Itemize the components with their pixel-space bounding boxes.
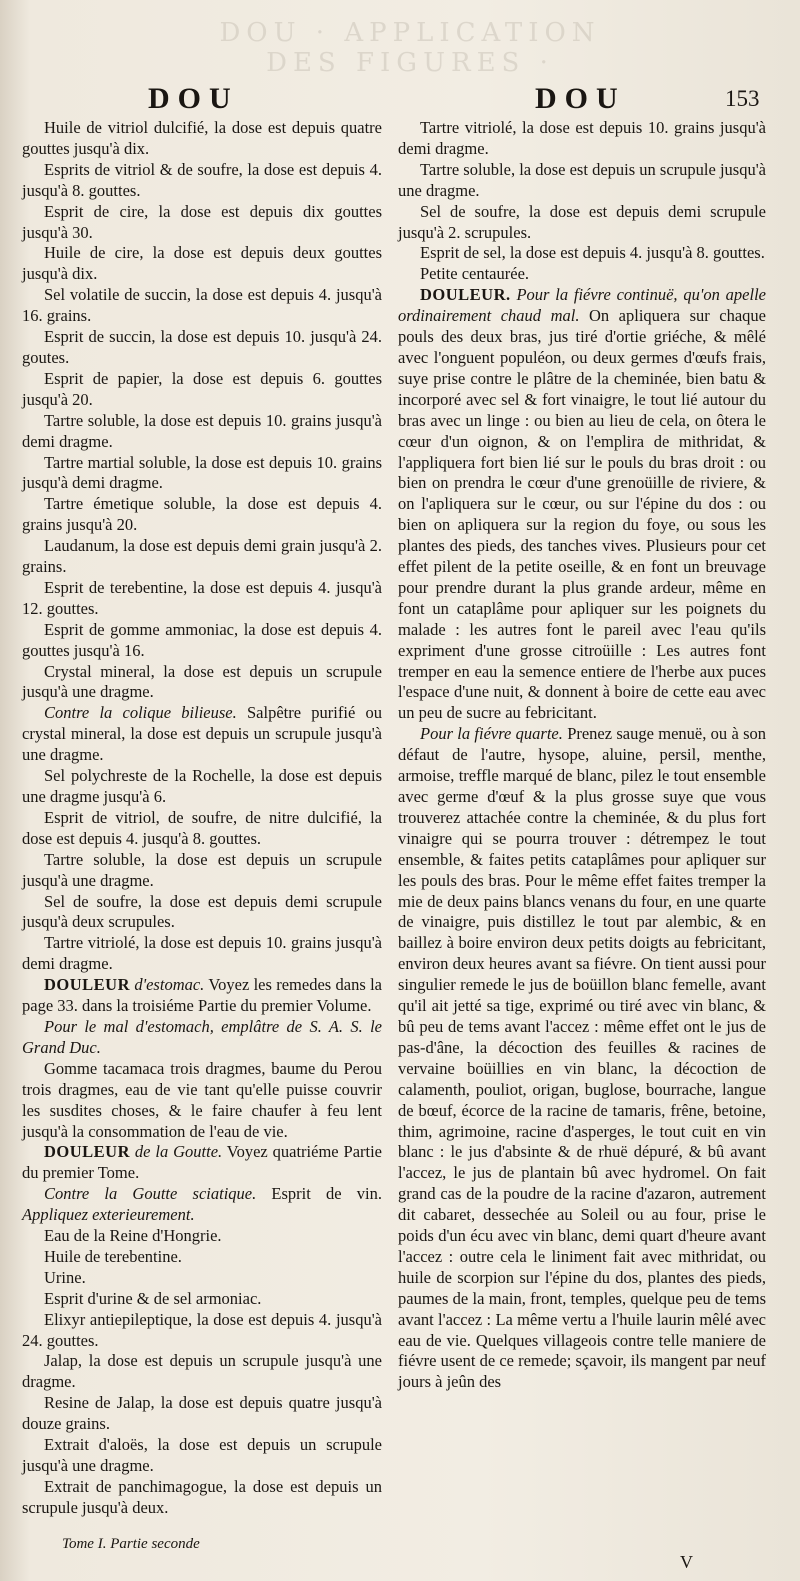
paragraph-lead: Pour le mal d'estomach, emplâtre de S. A. S. le Grand Duc.: [22, 1016, 382, 1057]
paragraph-text: Tartre vitriolé, la dose est depuis 10. grains jusqu'à demi dragme.: [398, 118, 766, 158]
paragraph-lead2: de la Goutte.: [130, 1142, 223, 1162]
paragraph-tail: Appliquez exterieurement.: [22, 1205, 195, 1225]
paragraph-text: Tartre martial soluble, la dose est depuis 10. grains jusqu'à demi dragme.: [22, 452, 382, 493]
paragraph: [22, 620, 382, 662]
paragraph: [398, 118, 766, 160]
paragraph-text: Esprits de vitriol & de soufre, la dose est depuis 4. jusqu'à 8. gouttes.: [22, 159, 382, 200]
paragraph-text: Sel volatile de succin, la dose est depuis 4. jusqu'à 16. grains.: [22, 285, 382, 326]
paragraph: [22, 1393, 382, 1435]
paragraph-text: Voyez les remedes dans la page 33. dans la troisiéme Partie du premier Volume.: [22, 975, 382, 1016]
paragraph-text: Urine.: [44, 1267, 86, 1287]
paragraph: [22, 1184, 382, 1226]
paragraph: [22, 494, 382, 536]
paragraph-text: Voyez quatriéme Partie du premier Tome.: [22, 1142, 382, 1183]
paragraph-text: Tartre vitriolé, la dose est depuis 10. grains jusqu'à demi dragme.: [22, 933, 382, 974]
paragraph: [22, 1477, 382, 1519]
paragraph: [22, 369, 382, 411]
paragraph: [22, 1017, 382, 1059]
signature-mark: V: [680, 1552, 693, 1572]
paragraph-text: Sel polychreste de la Rochelle, la dose est depuis une dragme jusqu'à 6.: [22, 766, 382, 806]
paragraph-text: Esprit de terebentine, la dose est depuis 4. jusqu'à 12. gouttes.: [22, 577, 382, 618]
page-number: 153: [725, 86, 760, 111]
paragraph: [22, 1142, 382, 1184]
paragraph: [22, 1435, 382, 1477]
paragraph-text: Esprit de papier, la dose est depuis 6. gouttes jusqu'à 20.: [22, 368, 382, 409]
paragraph: [398, 202, 766, 244]
paragraph: [22, 703, 382, 766]
paragraph: [398, 724, 766, 1393]
paragraph-text: Esprit de gomme ammoniac, la dose est depuis 4. gouttes jusqu'à 16.: [22, 619, 382, 660]
paragraph: [22, 808, 382, 850]
paragraph: [398, 285, 766, 724]
paragraph-text: Tartre soluble, la dose est depuis un scrupule jusqu'à une dragme.: [398, 159, 766, 200]
paragraph-text: Resine de Jalap, la dose est depuis quatre jusqu'à douze grains.: [22, 1393, 382, 1434]
paragraph-text: Huile de vitriol dulcifié, la dose est depuis quatre gouttes jusqu'à dix.: [22, 118, 382, 158]
paragraph: [22, 933, 382, 975]
paragraph-text: Gomme tacamaca trois dragmes, baume du Perou trois dragmes, eau de vie tant qu'elle puisse couvrir les susdites choses, & le faire chaufer à feu lent jusqu'à la consommation de l'eau de vie.: [22, 1058, 382, 1141]
paragraph: [398, 160, 766, 202]
paragraph-text: Esprit de cire, la dose est depuis dix gouttes jusqu'à 30.: [22, 201, 382, 242]
paragraph-text: Esprit de vitriol, de soufre, de nitre dulcifié, la dose est depuis 4. jusqu'à 8. gouttes.: [22, 807, 382, 848]
paragraph: [22, 662, 382, 704]
running-head-left: DOU: [148, 82, 239, 115]
paragraph-lead: Pour la fiévre quarte.: [420, 724, 563, 744]
paragraph: [22, 766, 382, 808]
paragraph: [22, 285, 382, 327]
paragraph-text: Huile de terebentine.: [44, 1246, 182, 1266]
paragraph-text: Sel de soufre, la dose est depuis demi scrupule jusqu'à 2. scrupules.: [398, 201, 766, 242]
paragraph: [22, 578, 382, 620]
paragraph-lead: Contre la colique bilieuse.: [44, 703, 237, 723]
paragraph-lead: DOULEUR: [44, 1142, 131, 1162]
paragraph-text: Tartre soluble, la dose est depuis 10. grains jusqu'à demi dragme.: [22, 410, 382, 451]
paragraph-text: Sel de soufre, la dose est depuis demi scrupule jusqu'à deux scrupules.: [22, 891, 382, 932]
paragraph-lead: Contre la Goutte sciatique.: [44, 1184, 257, 1204]
paragraph: [22, 1310, 382, 1352]
paragraph: [22, 1351, 382, 1393]
paragraph: [22, 453, 382, 495]
bleed-through-text: DOU · APPLICATION DES FIGURES ·: [219, 18, 601, 78]
paragraph-text: Tartre soluble, la dose est depuis un scrupule jusqu'à une dragme.: [22, 849, 382, 890]
paragraph: [22, 160, 382, 202]
paragraph: [22, 1059, 382, 1143]
paragraph: [22, 327, 382, 369]
paragraph-text: Jalap, la dose est depuis un scrupule jusqu'à une dragme.: [22, 1351, 382, 1392]
paragraph-text: Esprit de sel, la dose est depuis 4. jusqu'à 8. gouttes.: [420, 243, 765, 263]
paragraph-text: Esprit de succin, la dose est depuis 10. jusqu'à 24. goutes.: [22, 327, 382, 367]
running-head-right: DOU: [535, 82, 626, 115]
paragraph: [22, 1247, 382, 1268]
paragraph: [22, 536, 382, 578]
paragraph-text: Extrait de panchimagogue, la dose est depuis un scrupule jusqu'à deux.: [22, 1476, 382, 1517]
paragraph-text: Eau de la Reine d'Hongrie.: [44, 1226, 222, 1246]
paragraph: [22, 243, 382, 285]
paragraph: [22, 1226, 382, 1247]
paragraph-lead2: d'estomac.: [130, 975, 205, 995]
paragraph-lead: DOULEUR.: [420, 285, 511, 305]
left-column: [22, 118, 382, 1519]
paragraph-text: Extrait d'aloës, la dose est depuis un scrupule jusqu'à une dragme.: [22, 1435, 382, 1475]
paragraph: [22, 892, 382, 934]
paragraph: [22, 850, 382, 892]
paragraph-text: On apliquera sur chaque pouls des deux bras, jus tiré d'ortie griéche, & mêlé avec l'onguent populéon, ou deux germes d'œufs frais, suye prise contre le plâtre de la cheminée, bien batu & incorporé avec sel & fort vinaigre, le tout lié autour du bras avec un linge : ou bien au lieu de cela, on ôtera le cœur d'un oignon, & on l'emplira de mithridat, & l'appliquera fort bien lié sur le pouls du bras droit : ou bien on prendra le cœur d'une grenoüille de riviere, & on l'apliquera sur le cœur, ou sur l'épine du dos : ou bien on apliquera sur la region du foye, ou sous les plantes des pieds, des tanches vives. Plusieurs pour cet effet pilent de la petite oseille, & en font un breuvage pour prendre durant la plus grande ardeur, même en font un cataplâme pour apliquer sur les poignets du malade : les autres font le pareil avec l'eau qu'ils expriment d'une grosse citroüille : Les autres font tremper en eau la semence entiere de l'herbe aux puces l'espace d'une nuit, & donnent à boire de cette eau avec un peu de sucre au febricitant.: [398, 306, 767, 723]
paragraph-text: Esprit de vin.: [256, 1184, 382, 1204]
right-column: [398, 118, 766, 1393]
paragraph-text: Salpêtre purifié ou crystal mineral, la dose est depuis un scrupule jusqu'à une dragme.: [22, 703, 382, 765]
paragraph-lead: DOULEUR: [44, 975, 131, 995]
paragraph: [22, 1289, 382, 1310]
running-foot: Tome I. Partie seconde: [62, 1536, 200, 1552]
paragraph-text: Prenez sauge menuë, ou à son défaut de l'autre, hysope, aluine, persil, menthe, armoise, treffle marqué de blanc, pilez le tout ensemble avec germe d'œuf & la plus grosse suye que vous trouverez attachée contre la cheminée, & du plus fort vinaigre qui se pourra trouver : détrempez le tout ensemble, & faites petits cataplâmes pour apliquer sur les pouls des bras. Pour le même effet faites tremper la mie de deux pains blancs venans du four, en une quarte de vinaigre, puis distillez le tout par alembic, & en baillez à boire environ deux petits doigts au febricitant, environ deux heures avant sa fiévre. On tient aussi pour singulier remede le jus de boüillon blanc femelle, avant qu'il ait jetté sa tige, exprimé ou tiré avec vin blanc, & bû peu de tems avant l'accez : même effet ont le jus de pas-d'âne, la décoction des feuilles & racines de vervaine boüillies en vin blanc, la décoction de calamenth, pouliot, origan, buglose, bourrache, langue de bœuf, écorce de la racine de tamaris, frêne, betoine, thim, agrimoine, racine d'asperges, le tout cuit en vin blanc : le jus d'absinte & de rhuë dépuré, & bû avant l'accez, le jus de plantain bû avec hydromel. On fait grand cas de la poudre de la racine d'azaron, autrement dit cabaret, dessechée au Soleil ou au four, prise le poids d'un écu avec vin blanc, demi quart d'heure avant l'accez : outre cela le liniment fait avec mithridat, ou huile de scorpion sur l'épine du dos, plantes des pieds, paumes de la main, front, temples, quelque peu de tems avant l'accez : La même vertu a l'huile laurin mêlé avec eau de vie. Quelques villageois contre telle maniere de fiévre usent de ce remede; sçavoir, ils mangent par neuf jours à jeûn des: [398, 724, 766, 1392]
paragraph-text: Crystal mineral, la dose est depuis un scrupule jusqu'à une dragme.: [22, 661, 382, 702]
paragraph: [22, 1268, 382, 1289]
paragraph: [22, 202, 382, 244]
paragraph-text: Huile de cire, la dose est depuis deux gouttes jusqu'à dix.: [22, 243, 382, 284]
paragraph: [22, 975, 382, 1017]
paragraph-text: Petite centaurée.: [420, 264, 530, 284]
paragraph-text: Tartre émetique soluble, la dose est depuis 4. grains jusqu'à 20.: [22, 494, 382, 535]
paragraph: [22, 411, 382, 453]
paragraph: [398, 264, 766, 285]
paragraph: [398, 243, 766, 264]
paragraph-lead2: Pour la fiévre continuë, qu'on apelle ordinairement chaud mal.: [398, 285, 766, 326]
paragraph-text: Laudanum, la dose est depuis demi grain jusqu'à 2. grains.: [22, 536, 382, 577]
paragraph-text: Esprit d'urine & de sel armoniac.: [44, 1288, 262, 1308]
paragraph: [22, 118, 382, 160]
paragraph-text: Elixyr antiepileptique, la dose est depuis 4. jusqu'à 24. gouttes.: [22, 1309, 382, 1350]
